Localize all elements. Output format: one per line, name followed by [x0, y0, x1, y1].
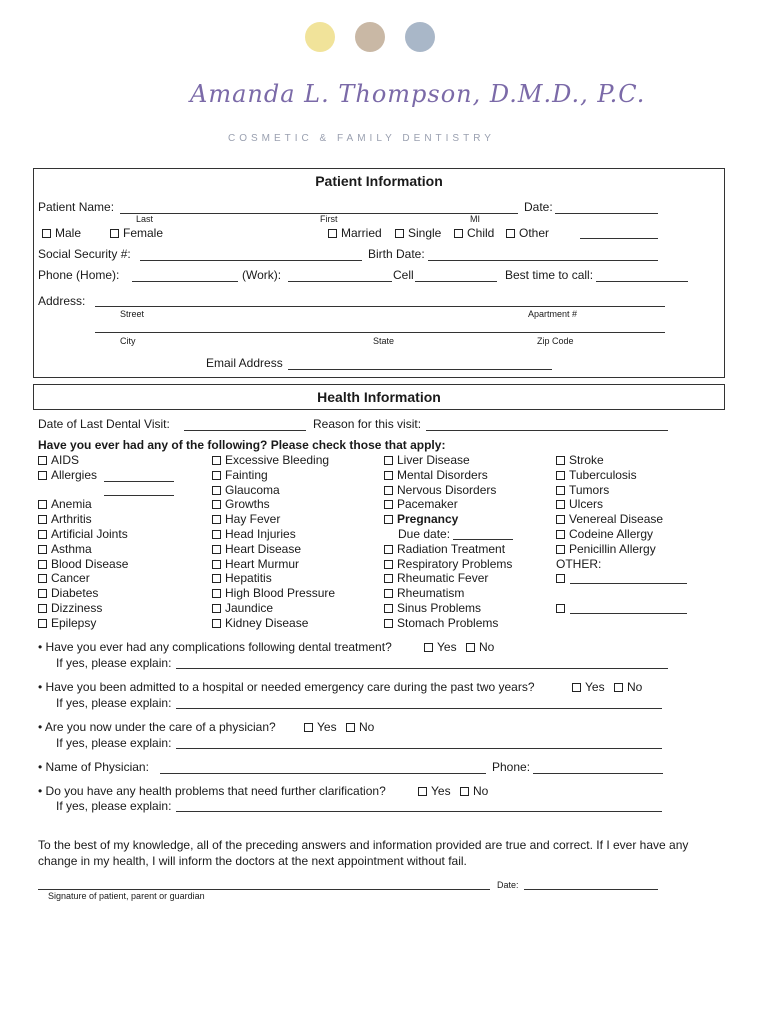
- reason-field[interactable]: [426, 430, 668, 431]
- condition-checkbox[interactable]: [212, 560, 221, 569]
- condition-checkbox[interactable]: [556, 456, 565, 465]
- condition-checkbox[interactable]: [384, 471, 393, 480]
- condition-checkbox[interactable]: [212, 515, 221, 524]
- cell-field[interactable]: [415, 281, 497, 282]
- conditions-question: Have you ever had any of the following? Please check those that apply:: [38, 438, 446, 452]
- condition-checkbox[interactable]: [384, 456, 393, 465]
- complications-no-checkbox[interactable]: [466, 643, 475, 652]
- condition-allergies[interactable]: Allergies: [38, 468, 97, 482]
- condition-asthma[interactable]: Asthma: [38, 542, 92, 556]
- physician-care-yes[interactable]: Yes: [304, 720, 337, 734]
- ssn-field[interactable]: [140, 260, 362, 261]
- condition-tumors[interactable]: Tumors: [556, 483, 609, 497]
- condition-checkbox[interactable]: [212, 500, 221, 509]
- patient-info-title: Patient Information: [315, 173, 443, 189]
- condition-checkbox[interactable]: [38, 515, 47, 524]
- health-problems-explain-field[interactable]: [176, 811, 662, 812]
- condition-artificial-joints[interactable]: Artificial Joints: [38, 527, 128, 541]
- physician-name-field[interactable]: [160, 773, 486, 774]
- condition-arthritis[interactable]: Arthritis: [38, 512, 92, 526]
- hospital-no[interactable]: No: [614, 680, 642, 694]
- condition-glaucoma[interactable]: Glaucoma: [212, 483, 280, 497]
- street-field[interactable]: [95, 306, 665, 307]
- condition-checkbox[interactable]: [212, 545, 221, 554]
- condition-checkbox[interactable]: [384, 604, 393, 613]
- condition-nervous-disorders[interactable]: Nervous Disorders: [384, 483, 496, 497]
- last-label: Last: [136, 214, 154, 224]
- zip-label: Zip Code: [537, 336, 574, 346]
- city-label: City: [120, 336, 136, 346]
- condition-checkbox[interactable]: [384, 619, 393, 628]
- condition-growths[interactable]: Growths: [212, 497, 270, 511]
- health-problems-yes-checkbox[interactable]: [418, 787, 427, 796]
- condition-checkbox[interactable]: [212, 589, 221, 598]
- condition-epilepsy[interactable]: Epilepsy: [38, 616, 96, 630]
- condition-checkbox[interactable]: [38, 500, 47, 509]
- physician-care-yes-checkbox[interactable]: [304, 723, 313, 732]
- condition-checkbox[interactable]: [212, 604, 221, 613]
- condition-checkbox[interactable]: [212, 456, 221, 465]
- other-option[interactable]: Other: [506, 226, 549, 240]
- condition-checkbox[interactable]: [384, 486, 393, 495]
- condition-diabetes[interactable]: Diabetes: [38, 586, 98, 600]
- other-condition-1-field[interactable]: [570, 583, 687, 584]
- condition-checkbox[interactable]: [212, 619, 221, 628]
- condition-checkbox[interactable]: [38, 604, 47, 613]
- condition-stomach-problems[interactable]: Stomach Problems: [384, 616, 498, 630]
- condition-pregnancy[interactable]: Pregnancy: [384, 512, 458, 526]
- condition-heart-disease[interactable]: Heart Disease: [212, 542, 301, 556]
- allergies-field-2[interactable]: [104, 495, 174, 496]
- condition-checkbox[interactable]: [556, 471, 565, 480]
- condition-checkbox[interactable]: [38, 530, 47, 539]
- condition-checkbox[interactable]: [38, 574, 47, 583]
- condition-checkbox[interactable]: [384, 500, 393, 509]
- male-option[interactable]: Male: [42, 226, 81, 240]
- condition-checkbox[interactable]: [384, 560, 393, 569]
- condition-sinus-problems[interactable]: Sinus Problems: [384, 601, 481, 615]
- condition-high-blood-pressure[interactable]: High Blood Pressure: [212, 586, 335, 600]
- date-label: Date:: [524, 200, 553, 214]
- hospital-explain-label: If yes, please explain:: [56, 696, 172, 710]
- condition-excessive-bleeding[interactable]: Excessive Bleeding: [212, 453, 329, 467]
- married-option[interactable]: Married: [328, 226, 382, 240]
- condition-checkbox[interactable]: [38, 545, 47, 554]
- birth-date-field[interactable]: [428, 260, 658, 261]
- other-condition-1-checkbox[interactable]: [556, 574, 565, 583]
- complications-explain-label: If yes, please explain:: [56, 656, 172, 670]
- condition-stroke[interactable]: Stroke: [556, 453, 604, 467]
- ssn-label: Social Security #:: [38, 247, 131, 261]
- hospital-yes-checkbox[interactable]: [572, 683, 581, 692]
- condition-checkbox[interactable]: [384, 589, 393, 598]
- first-label: First: [320, 214, 338, 224]
- practice-name: Amanda L. Thompson, D.M.D., P.C.: [190, 80, 646, 108]
- street-label: Street: [120, 309, 145, 319]
- condition-ulcers[interactable]: Ulcers: [556, 497, 603, 511]
- single-checkbox[interactable]: [395, 229, 404, 238]
- condition-checkbox[interactable]: [212, 574, 221, 583]
- condition-checkbox[interactable]: [212, 530, 221, 539]
- single-option[interactable]: Single: [395, 226, 441, 240]
- health-problems-no-checkbox[interactable]: [460, 787, 469, 796]
- child-option[interactable]: Child: [454, 226, 494, 240]
- complications-explain-field[interactable]: [176, 668, 668, 669]
- condition-checkbox[interactable]: [556, 515, 565, 524]
- best-time-field[interactable]: [596, 281, 688, 282]
- health-problems-no[interactable]: No: [460, 784, 488, 798]
- signature-date-field[interactable]: [524, 889, 658, 890]
- condition-rheumatism[interactable]: Rheumatism: [384, 586, 464, 600]
- city-field[interactable]: [95, 332, 665, 333]
- other-condition-2-checkbox[interactable]: [556, 604, 565, 613]
- condition-hepatitis[interactable]: Hepatitis: [212, 571, 272, 585]
- question-health-problems: • Do you have any health problems that need further clarification?: [38, 784, 386, 798]
- condition-tuberculosis[interactable]: Tuberculosis: [556, 468, 637, 482]
- last-visit-field[interactable]: [184, 430, 306, 431]
- condition-checkbox[interactable]: [38, 471, 47, 480]
- birth-date-label: Birth Date:: [368, 247, 425, 261]
- condition-checkbox[interactable]: [384, 574, 393, 583]
- question-hospital: • Have you been admitted to a hospital or needed emergency care during the past two years?: [38, 680, 535, 694]
- apartment-label: Apartment #: [528, 309, 578, 319]
- hospital-yes[interactable]: Yes: [572, 680, 605, 694]
- condition-checkbox[interactable]: [556, 545, 565, 554]
- female-option[interactable]: Female: [110, 226, 163, 240]
- certification-statement: To the best of my knowledge, all of the preceding answers and information provided are true and correct. If I ever have any change in my health, I will inform the doctors at the next appointment without fail.: [38, 838, 689, 868]
- condition-checkbox[interactable]: [212, 486, 221, 495]
- health-problems-yes[interactable]: Yes: [418, 784, 451, 798]
- condition-mental-disorders[interactable]: Mental Disorders: [384, 468, 488, 482]
- complications-yes[interactable]: Yes: [424, 640, 457, 654]
- condition-checkbox[interactable]: [38, 619, 47, 628]
- last-visit-label: Date of Last Dental Visit:: [38, 417, 170, 431]
- address-label: Address:: [38, 294, 86, 308]
- condition-head-injuries[interactable]: Head Injuries: [212, 527, 296, 541]
- complications-no[interactable]: No: [466, 640, 494, 654]
- cell-label: Cell: [393, 268, 414, 282]
- state-label: State: [373, 336, 395, 346]
- physician-care-no[interactable]: No: [346, 720, 374, 734]
- physician-care-explain-label: If yes, please explain:: [56, 736, 172, 750]
- condition-venereal-disease[interactable]: Venereal Disease: [556, 512, 663, 526]
- signature-label: Signature of patient, parent or guardian: [48, 891, 205, 901]
- other-condition-2[interactable]: [556, 601, 569, 615]
- condition-due-date: Due date:: [398, 527, 451, 541]
- condition-kidney-disease[interactable]: Kidney Disease: [212, 616, 308, 630]
- patient-name-label: Patient Name:: [38, 200, 115, 214]
- hospital-no-checkbox[interactable]: [614, 683, 623, 692]
- condition-checkbox[interactable]: [556, 500, 565, 509]
- complications-yes-checkbox[interactable]: [424, 643, 433, 652]
- reason-label: Reason for this visit:: [313, 417, 422, 431]
- condition-anemia[interactable]: Anemia: [38, 497, 92, 511]
- question-physician-name: • Name of Physician:: [38, 760, 149, 774]
- condition-checkbox[interactable]: [38, 456, 47, 465]
- allergies-field-1[interactable]: [104, 481, 174, 482]
- condition-jaundice[interactable]: Jaundice: [212, 601, 273, 615]
- condition-dizziness[interactable]: Dizziness: [38, 601, 102, 615]
- work-label: (Work):: [242, 268, 282, 282]
- work-field[interactable]: [288, 281, 392, 282]
- child-checkbox[interactable]: [454, 229, 463, 238]
- condition-checkbox[interactable]: [384, 545, 393, 554]
- health-info-title: Health Information: [317, 389, 441, 405]
- best-time-label: Best time to call:: [505, 268, 594, 282]
- physician-phone-field[interactable]: [533, 773, 663, 774]
- condition-cancer[interactable]: Cancer: [38, 571, 90, 585]
- condition-rheumatic-fever[interactable]: Rheumatic Fever: [384, 571, 488, 585]
- condition-pacemaker[interactable]: Pacemaker: [384, 497, 458, 511]
- phone-home-label: Phone (Home):: [38, 268, 120, 282]
- condition-checkbox[interactable]: [38, 560, 47, 569]
- question-physician-care: • Are you now under the care of a physician?: [38, 720, 276, 734]
- condition-blood-disease[interactable]: Blood Disease: [38, 557, 128, 571]
- logo-circle-yellow-icon: [305, 22, 335, 52]
- male-checkbox[interactable]: [42, 229, 51, 238]
- condition-checkbox[interactable]: [384, 515, 393, 524]
- condition-liver-disease[interactable]: Liver Disease: [384, 453, 470, 467]
- condition-checkbox[interactable]: [556, 530, 565, 539]
- physician-care-explain-field[interactable]: [176, 748, 662, 749]
- condition-penicillin-allergy[interactable]: Penicillin Allergy: [556, 542, 656, 556]
- condition-fainting[interactable]: Fainting: [212, 468, 268, 482]
- patient-name-field[interactable]: [120, 213, 518, 214]
- condition-codeine-allergy[interactable]: Codeine Allergy: [556, 527, 653, 541]
- physician-phone-label: Phone:: [492, 760, 531, 774]
- condition-checkbox[interactable]: [212, 471, 221, 480]
- hospital-explain-field[interactable]: [176, 708, 662, 709]
- other-condition-2-field[interactable]: [570, 613, 687, 614]
- signature-field[interactable]: [38, 889, 490, 890]
- signature-date-label: Date:: [497, 880, 519, 890]
- condition-checkbox[interactable]: [38, 589, 47, 598]
- condition-radiation-treatment[interactable]: Radiation Treatment: [384, 542, 505, 556]
- other-checkbox[interactable]: [506, 229, 515, 238]
- health-problems-explain-label: If yes, please explain:: [56, 799, 172, 813]
- email-label: Email Address: [206, 356, 283, 370]
- condition-respiratory-problems[interactable]: Respiratory Problems: [384, 557, 512, 571]
- other-field[interactable]: [580, 238, 658, 239]
- female-checkbox[interactable]: [110, 229, 119, 238]
- patient-info-section: [33, 168, 725, 378]
- married-checkbox[interactable]: [328, 229, 337, 238]
- condition-checkbox[interactable]: [556, 486, 565, 495]
- question-complications: • Have you ever had any complications following dental treatment?: [38, 640, 392, 654]
- logo-circle-tan-icon: [355, 22, 385, 52]
- other-condition-1[interactable]: [556, 571, 569, 585]
- condition-hay-fever[interactable]: Hay Fever: [212, 512, 280, 526]
- tagline: COSMETIC & FAMILY DENTISTRY: [228, 133, 495, 144]
- phone-home-field[interactable]: [132, 281, 238, 282]
- email-field[interactable]: [288, 369, 552, 370]
- condition-heart-murmur[interactable]: Heart Murmur: [212, 557, 299, 571]
- condition-aids[interactable]: AIDS: [38, 453, 79, 467]
- physician-care-no-checkbox[interactable]: [346, 723, 355, 732]
- due-date-field[interactable]: [453, 539, 513, 540]
- mi-label: MI: [470, 214, 480, 224]
- condition-other: OTHER:: [556, 556, 602, 571]
- logo-circle-blue-icon: [405, 22, 435, 52]
- date-field[interactable]: [555, 213, 658, 214]
